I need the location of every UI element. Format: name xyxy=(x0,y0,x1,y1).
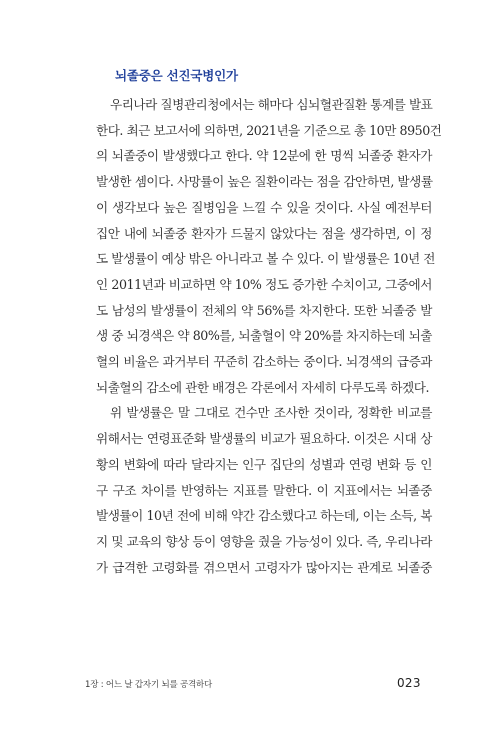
text-line: 위해서는 연령표준화 발생률의 비교가 필요하다. 이것은 시대 상 xyxy=(96,431,432,447)
text-line: 인 2011년과 비교하면 약 10% 정도 증가한 수치이고, 그중에서 xyxy=(96,276,432,292)
text-line: 지 및 교육의 향상 등이 영향을 줬을 가능성이 있다. 즉, 우리나라 xyxy=(96,533,432,549)
page-number: 023 xyxy=(397,676,421,690)
paragraph-1 xyxy=(96,92,442,400)
text-line: 도 남성의 발생률이 전체의 약 56%를 차지한다. 또한 뇌졸중 발 xyxy=(96,302,432,318)
paragraph-2 xyxy=(96,400,432,580)
text-line: 위 발생률은 말 그대로 건수만 조사한 것이라, 정확한 비교를 xyxy=(110,405,432,421)
text-line: 우리나라 질병관리청에서는 해마다 심뇌혈관질환 통계를 발표 xyxy=(110,97,433,112)
section-title: 뇌졸중은 선진국병인가 xyxy=(115,68,238,83)
text-line: 한다. 최근 보고서에 의하면, 2021년을 기준으로 총 10만 8950건 xyxy=(96,122,442,138)
text-line: 생 중 뇌경색은 약 80%를, 뇌출혈이 약 20%를 차지하는데 뇌출 xyxy=(96,328,432,344)
text-line: 혈의 비율은 과거부터 꾸준히 감소하는 중이다. 뇌경색의 급증과 xyxy=(96,354,432,370)
text-line: 집안 내에 뇌졸중 환자가 드물지 않았다는 점을 생각하면, 이 정 xyxy=(96,225,432,241)
text-line: 의 뇌졸중이 발생했다고 한다. 약 12분에 한 명씩 뇌졸중 환자가 xyxy=(96,148,432,164)
text-line: 가 급격한 고령화를 겪으면서 고령자가 많아지는 관계로 뇌졸중 xyxy=(96,559,432,575)
text-line: 구 구조 차이를 반영하는 지표를 말한다. 이 지표에서는 뇌졸중 xyxy=(96,482,432,498)
text-line: 발생한 셈이다. 사망률이 높은 질환이라는 점을 감안하면, 발생률 xyxy=(96,174,433,190)
text-line: 황의 변화에 따라 달라지는 인구 집단의 성별과 연령 변화 등 인 xyxy=(96,456,432,472)
body-text xyxy=(96,92,442,580)
running-footer-chapter: 1장 : 어느 날 갑자기 뇌를 공격하다 xyxy=(85,680,213,690)
text-line: 도 발생률이 예상 밖은 아니라고 볼 수 있다. 이 발생률은 10년 전 xyxy=(96,251,435,267)
text-line: 발생률이 10년 전에 비해 약간 감소했다고 하는데, 이는 소득, 복 xyxy=(96,508,432,524)
text-line: 이 생각보다 높은 질병임을 느낄 수 있을 것이다. 사실 예전부터 xyxy=(96,199,432,215)
text-line: 뇌출혈의 감소에 관한 배경은 각론에서 자세히 다루도록 하겠다. xyxy=(96,379,430,395)
